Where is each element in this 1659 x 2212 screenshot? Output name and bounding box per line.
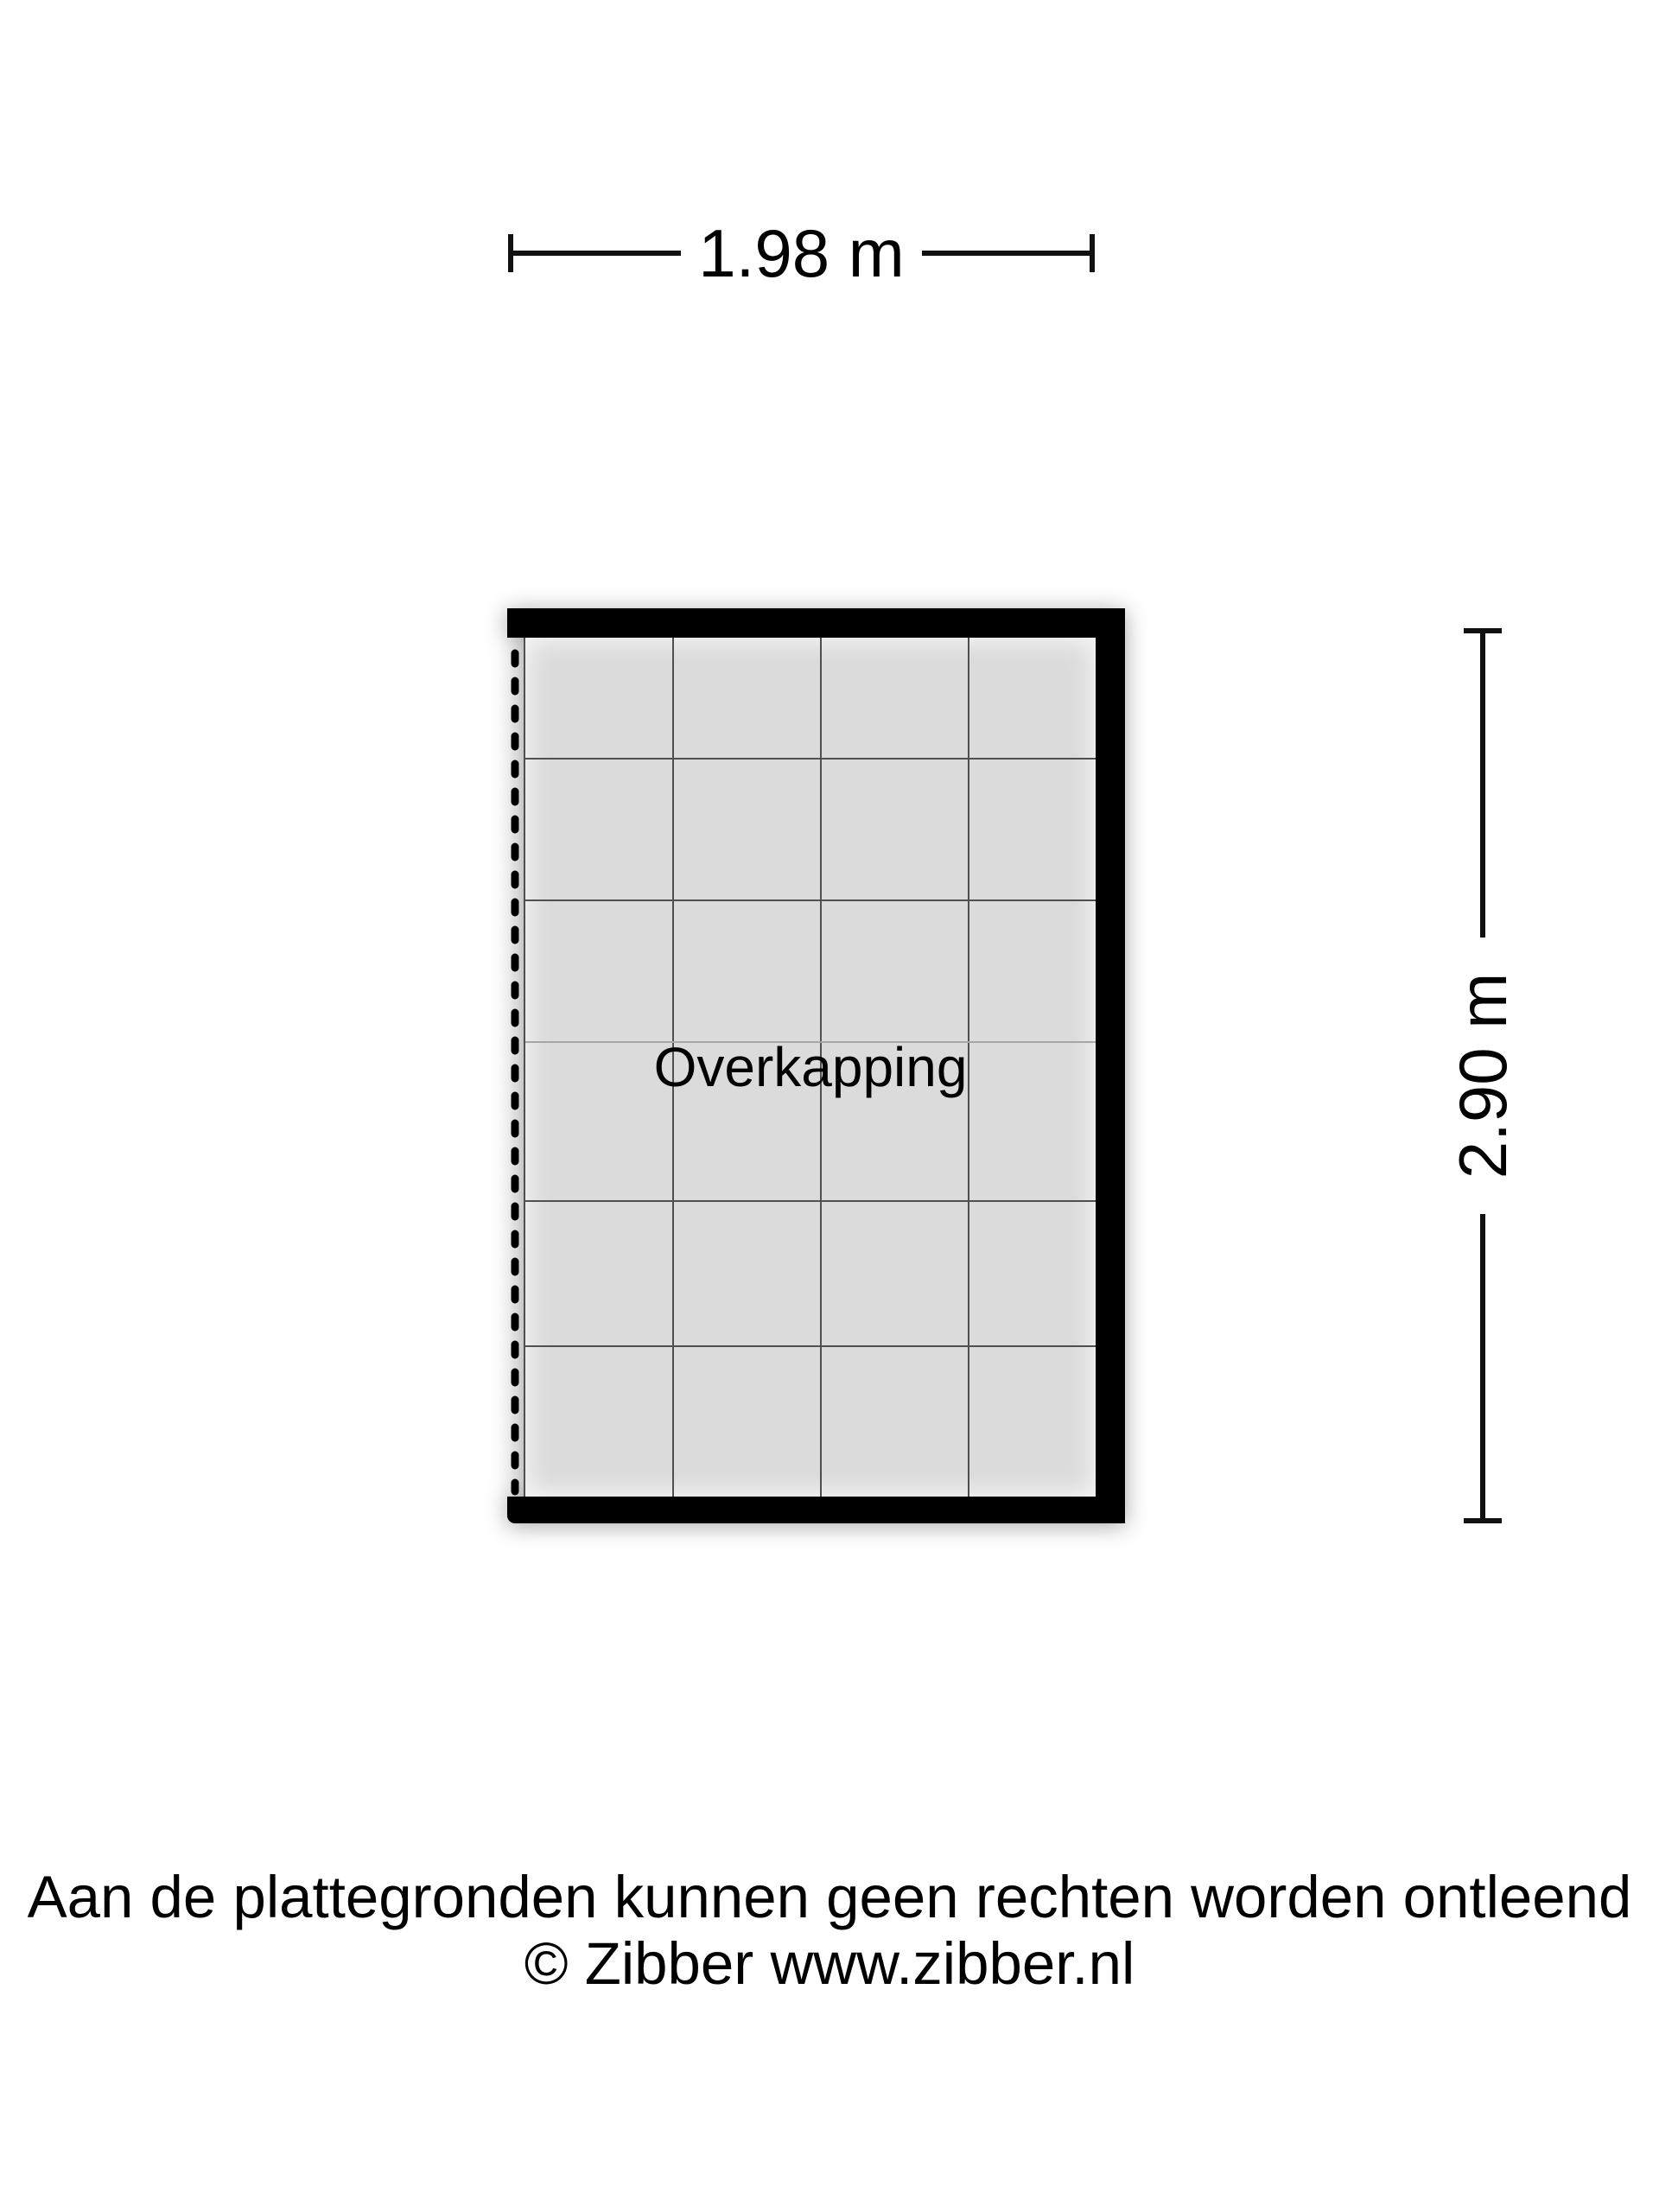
dimension-tick-right: [1090, 234, 1095, 272]
room-label: Overkapping: [653, 1036, 968, 1098]
room-floor: [524, 638, 1096, 1497]
disclaimer-line2: © Zibber www.zibber.nl: [524, 1929, 1135, 1997]
width-dimension-label: 1.98 m: [698, 215, 905, 291]
disclaimer-line1: Aan de plattegronden kunnen geen rechten worden ontleend: [27, 1864, 1632, 1930]
open-side-dashed-line: [507, 608, 523, 1523]
wall-top: [507, 608, 1125, 638]
wall-bottom: [507, 1497, 1125, 1523]
dimension-line-top: [1480, 633, 1485, 938]
disclaimer: [0, 1865, 1659, 1998]
dimension-line-left: [513, 251, 681, 256]
width-dimension: [508, 215, 1095, 291]
wall-right: [1096, 608, 1125, 1523]
floorplan: [507, 608, 1125, 1523]
dimension-line-bottom: [1480, 1214, 1485, 1518]
height-dimension-label-wrap: [1445, 938, 1521, 1214]
dimension-tick-bottom: [1464, 1518, 1502, 1523]
height-dimension-label: 2.90 m: [1445, 972, 1521, 1179]
dimension-line-right: [922, 251, 1090, 256]
height-dimension: [1445, 628, 1521, 1523]
